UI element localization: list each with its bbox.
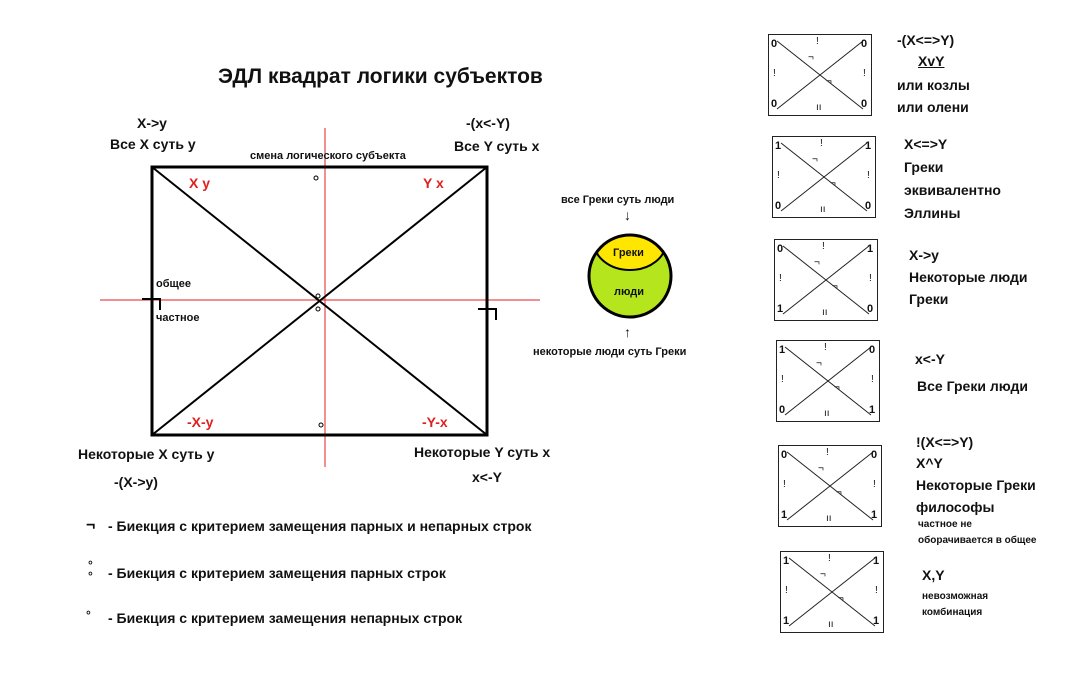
legend-symbol-dot: ° <box>86 608 91 622</box>
mini-corner-bl: 0 <box>775 200 782 212</box>
mini-mark-left: ! <box>781 374 784 385</box>
mini-mark-top: ! <box>826 447 829 458</box>
panel6-line3: комбинация <box>922 607 983 618</box>
mini-corner-tl: 1 <box>779 344 786 356</box>
legend-text-2: - Биекция с критерием замещения парных строк <box>108 565 446 581</box>
panel1-line4: или олени <box>897 99 969 115</box>
dot-top <box>314 176 318 180</box>
legend-symbol-neg: ¬ <box>86 517 96 534</box>
panel5-line2: X^Y <box>916 455 943 471</box>
inner-bottom-left: -X-y <box>187 414 214 430</box>
top-caption: смена логического субъекта <box>250 150 406 162</box>
mini-corner-tr: 1 <box>867 243 874 255</box>
mini-square-1 <box>768 34 872 116</box>
mini-corner-tl: 1 <box>775 140 782 152</box>
mini-corner-tl: 1 <box>783 555 790 567</box>
panel1-line3: или козлы <box>897 77 970 93</box>
circle-arrow-down: ↓ <box>624 207 631 223</box>
particular-label: частное <box>156 312 200 324</box>
mini-mark-left: ! <box>777 170 780 181</box>
mini-mark-right: ! <box>875 585 878 596</box>
mini-corner-bl: 1 <box>781 509 788 521</box>
panel3-line1: X->y <box>909 247 939 263</box>
circle-arrow-up: ↑ <box>624 324 631 340</box>
mini-corner-bl: 1 <box>777 303 784 315</box>
mini-mark-right: ! <box>867 170 870 181</box>
circle-top-caption: все Греки суть люди <box>561 194 675 206</box>
bottom-left-formula: -(X->y) <box>114 474 158 490</box>
mini-mark-bar-2: ¬ <box>826 76 832 87</box>
bottom-right-text: Некоторые Y суть x <box>414 444 551 460</box>
circle-inner-bottom: люди <box>614 286 644 298</box>
mini-mark-bar-2: ¬ <box>834 382 840 393</box>
mini-corner-tl: 0 <box>771 38 778 50</box>
mini-corner-br: 0 <box>867 303 874 315</box>
panel3-line2: Некоторые люди <box>909 269 1028 285</box>
mini-mark-right: ! <box>869 273 872 284</box>
inner-bottom-right: -Y-x <box>422 414 448 430</box>
mini-corner-bl: 0 <box>771 98 778 110</box>
panel5-line4: философы <box>916 499 995 515</box>
mini-mark-right: ! <box>863 68 866 79</box>
mini-corner-br: 0 <box>865 200 872 212</box>
mini-corner-tr: 0 <box>871 449 878 461</box>
mini-square-3 <box>774 239 878 321</box>
bottom-left-text: Некоторые X суть y <box>78 446 215 462</box>
mini-mark-top: ! <box>824 342 827 353</box>
greeks-people-circle <box>589 214 671 317</box>
mini-mark-top: ! <box>820 138 823 149</box>
mini-mark-top: ! <box>822 241 825 252</box>
mini-square-2 <box>772 136 876 218</box>
mini-corner-tr: 1 <box>873 555 880 567</box>
dot-center-1 <box>316 294 320 298</box>
mini-mark-top: ! <box>816 36 819 47</box>
mini-corner-bl: 0 <box>779 404 786 416</box>
general-label: общее <box>156 278 192 290</box>
panel2-line4: Эллины <box>904 205 961 221</box>
panel6-line1: X,Y <box>922 567 945 583</box>
mini-mark-left: ! <box>785 585 788 596</box>
panel4-line1: x<-Y <box>915 351 945 367</box>
mini-mark-bottom: ıı <box>824 408 830 419</box>
inner-top-left: X y <box>189 175 211 191</box>
circle-bottom-caption: некоторые люди суть Греки <box>533 346 687 358</box>
mini-mark-right: ! <box>873 479 876 490</box>
top-left-text: Все X суть y <box>110 136 196 152</box>
top-left-formula: X->y <box>137 115 167 131</box>
legend-text-3: - Биекция с критерием замещения непарных строк <box>108 610 463 626</box>
mini-corner-br: 1 <box>873 615 880 627</box>
panel3-line3: Греки <box>909 291 949 307</box>
mini-mark-bar-2: ¬ <box>838 593 844 604</box>
mini-mark-bottom: ıı <box>826 513 832 524</box>
dot-bottom <box>319 423 323 427</box>
panel5-line1: !(X<=>Y) <box>916 434 974 450</box>
mini-corner-br: 1 <box>869 404 876 416</box>
legend-text-1: - Биекция с критерием замещения парных и непарных строк <box>108 518 532 534</box>
mini-mark-bottom: ıı <box>828 619 834 630</box>
panel2-line1: X<=>Y <box>904 136 948 152</box>
mini-corner-tl: 0 <box>777 243 784 255</box>
panel5-line5: частное не <box>918 519 972 530</box>
panel4-line2: Все Греки люди <box>917 378 1028 394</box>
mini-mark-left: ! <box>773 68 776 79</box>
mini-mark-left: ! <box>779 273 782 284</box>
mini-corner-br: 1 <box>871 509 878 521</box>
inner-top-right: Y x <box>423 175 444 191</box>
mini-corner-tr: 0 <box>861 38 868 50</box>
mini-square-4 <box>776 340 880 422</box>
mini-mark-bar-1: ¬ <box>814 257 820 268</box>
panel6-line2: невозможная <box>922 591 989 602</box>
mini-mark-bar-1: ¬ <box>818 463 824 474</box>
bottom-right-formula: x<-Y <box>472 469 502 485</box>
top-right-formula: -(x<-Y) <box>466 115 510 131</box>
mini-mark-top: ! <box>828 553 831 564</box>
mini-mark-bar-1: ¬ <box>808 52 814 63</box>
legend-symbol-double-dot: ° ° <box>88 558 93 583</box>
mini-mark-bar-1: ¬ <box>812 154 818 165</box>
mini-mark-bar-1: ¬ <box>816 358 822 369</box>
mini-mark-bar-1: ¬ <box>820 569 826 580</box>
mini-corner-tr: 0 <box>869 344 876 356</box>
mini-mark-bar-2: ¬ <box>836 487 842 498</box>
mini-mark-bottom: ıı <box>816 102 822 113</box>
panel5-line3: Некоторые Греки <box>916 477 1036 493</box>
dot-center-2 <box>316 307 320 311</box>
diagram-title: ЭДЛ квадрат логики субъектов <box>218 65 543 88</box>
panel5-line6: оборачивается в общее <box>918 535 1037 546</box>
mini-corner-tr: 1 <box>865 140 872 152</box>
mini-mark-bar-2: ¬ <box>832 281 838 292</box>
panel1-line2: XvY <box>918 53 945 69</box>
mini-mark-right: ! <box>871 374 874 385</box>
top-right-text: Все Y суть x <box>454 138 540 154</box>
mini-mark-bottom: ıı <box>822 307 828 318</box>
mini-square-6 <box>780 551 884 633</box>
mini-mark-left: ! <box>783 479 786 490</box>
mini-corner-bl: 1 <box>783 615 790 627</box>
mini-mark-bottom: ıı <box>820 204 826 215</box>
mini-corner-tl: 0 <box>781 449 788 461</box>
mini-square-5 <box>778 445 882 527</box>
mini-mark-bar-2: ¬ <box>830 178 836 189</box>
circle-inner-top: Греки <box>613 247 644 259</box>
panel1-line1: -(X<=>Y) <box>897 32 955 48</box>
panel2-line2: Греки <box>904 159 944 175</box>
mini-corner-br: 0 <box>861 98 868 110</box>
panel2-line3: эквивалентно <box>904 182 1001 198</box>
